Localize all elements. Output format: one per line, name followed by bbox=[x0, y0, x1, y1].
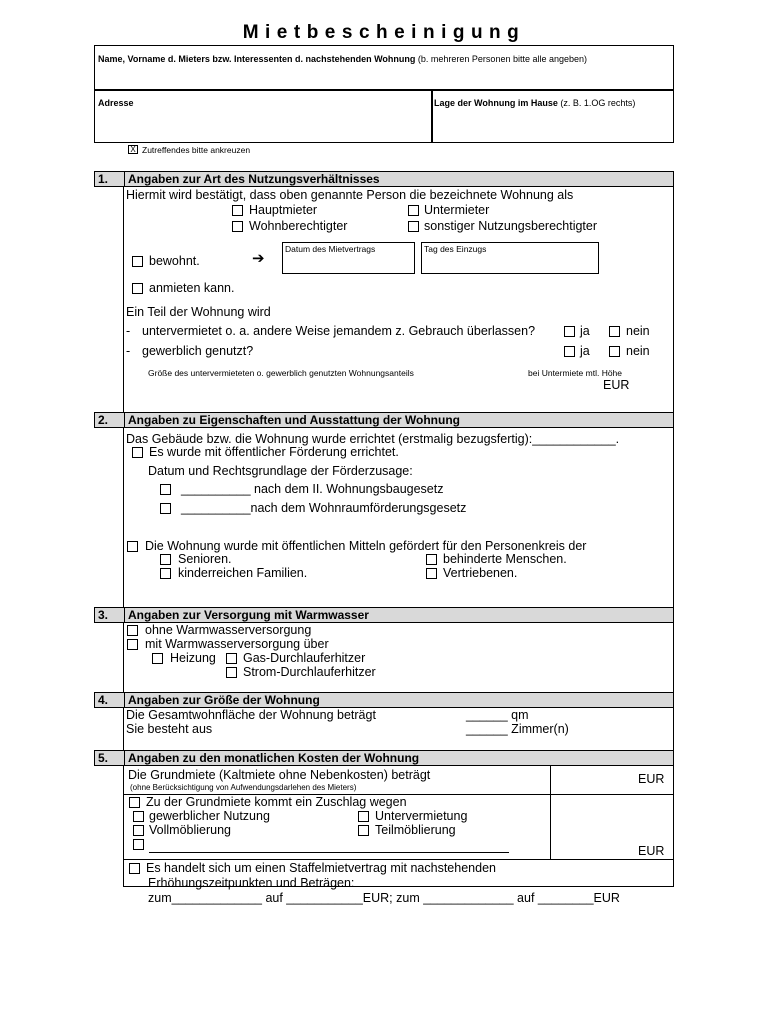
checkbox-kinderreich[interactable] bbox=[160, 568, 171, 579]
checkbox-mit-warmwasser[interactable] bbox=[127, 639, 138, 650]
section-5-left-rule bbox=[123, 765, 124, 886]
s2-errichtet: Das Gebäude bzw. die Wohnung wurde errichtet (erstmalig bezugsfertig):____________. bbox=[126, 432, 620, 446]
checkbox-q2-ja[interactable] bbox=[564, 346, 575, 357]
checkbox-untermieter[interactable] bbox=[408, 205, 419, 216]
section-5-header: 5. Angaben zu den monatlichen Kosten der Wohnung bbox=[94, 750, 674, 766]
checkbox-sonstiger-zuschlag[interactable] bbox=[133, 839, 144, 850]
dash: - bbox=[126, 324, 131, 338]
s2-datum-rg: Datum und Rechtsgrundlage der Förderzusage: bbox=[148, 464, 413, 478]
s1-question-1: untervermietet o. a. andere Weise jemandem z. Gebrauch überlassen? bbox=[142, 324, 536, 338]
s4-flaeche: Die Gesamtwohnfläche der Wohnung beträgt bbox=[126, 708, 376, 722]
section-3-left-rule bbox=[123, 622, 124, 692]
label-vertriebene: Vertriebenen. bbox=[443, 566, 518, 580]
s4-zimmer: ______ Zimmer(n) bbox=[466, 722, 569, 736]
label-senioren: Senioren. bbox=[178, 552, 232, 566]
s1-groesse-label: Größe des untervermieteten o. gewerblich genutzten Wohnungsanteils bbox=[148, 368, 414, 378]
label-strom: Strom-Durchlauferhitzer bbox=[243, 665, 376, 679]
s2-line-wofg: __________nach dem Wohnraumförderungsgesetz bbox=[181, 501, 467, 515]
label-behinderte: behinderte Menschen. bbox=[443, 552, 567, 566]
section-3-header: 3. Angaben zur Versorgung mit Warmwasser bbox=[94, 607, 674, 623]
checkbox-hauptmieter[interactable] bbox=[232, 205, 243, 216]
label-zuschlag: Zu der Grundmiete kommt ein Zuschlag wegen bbox=[146, 795, 407, 809]
address-label: Adresse bbox=[98, 98, 134, 108]
section-5-row-rule bbox=[123, 859, 674, 860]
label-heizung: Heizung bbox=[170, 651, 216, 665]
section-5-right-rule bbox=[673, 765, 674, 886]
checkbox-zuschlag[interactable] bbox=[129, 797, 140, 808]
s4-besteht: Sie besteht aus bbox=[126, 722, 213, 736]
section-4-header: 4. Angaben zur Größe der Wohnung bbox=[94, 692, 674, 708]
header-vertical-divider bbox=[431, 89, 433, 142]
checkbox-heizung[interactable] bbox=[152, 653, 163, 664]
s5-zum-line: zum_____________ auf ___________EUR; zum _____________ auf ________EUR bbox=[148, 891, 620, 905]
location-label: Lage der Wohnung im Hause (z. B. 1.OG rechts) bbox=[434, 98, 636, 108]
section-2-left-rule bbox=[123, 427, 124, 607]
section-2-header: 2. Angaben zu Eigenschaften und Ausstattung der Wohnung bbox=[94, 412, 674, 428]
s1-hoehe-label: bei Untermiete mtl. Höhe bbox=[528, 368, 623, 378]
checkbox-bewohnt[interactable] bbox=[132, 256, 143, 267]
label-anmieten: anmieten kann. bbox=[149, 281, 235, 295]
section-4-left-rule bbox=[123, 707, 124, 750]
check-hint-text: Zutreffendes bitte ankreuzen bbox=[142, 145, 251, 155]
dash: - bbox=[126, 344, 131, 358]
label-kinderreich: kinderreichen Familien. bbox=[178, 566, 308, 580]
label-mit-warmwasser: mit Warmwasserversorgung über bbox=[145, 637, 329, 651]
eur-label: EUR bbox=[638, 844, 665, 858]
checkbox-wohnberechtigter[interactable] bbox=[232, 221, 243, 232]
label-untermieter: Untermieter bbox=[424, 203, 490, 217]
checkbox-anmieten[interactable] bbox=[132, 283, 143, 294]
label-ja: ja bbox=[580, 324, 590, 338]
label-ohne-warmwasser: ohne Warmwasserversorgung bbox=[145, 623, 312, 637]
checkbox-q1-ja[interactable] bbox=[564, 326, 575, 337]
s5-erhoehung: Erhöhungszeitpunkten und Beträgen: bbox=[148, 876, 355, 890]
checkbox-vertriebene[interactable] bbox=[426, 568, 437, 579]
s1-intro: Hiermit wird bestätigt, dass oben genannte Person die bezeichnete Wohnung als bbox=[126, 188, 574, 202]
label-mittel: Die Wohnung wurde mit öffentlichen Mitteln gefördert für den Personenkreis der bbox=[145, 539, 587, 553]
s1-question-2: gewerblich genutzt? bbox=[142, 344, 254, 358]
label-bewohnt: bewohnt. bbox=[149, 254, 200, 268]
label-nein: nein bbox=[626, 324, 650, 338]
label-gas: Gas-Durchlauferhitzer bbox=[243, 651, 366, 665]
s2-line-wobaug: __________ nach dem II. Wohnungsbaugesetz bbox=[181, 482, 444, 496]
sonstiger-zuschlag-line[interactable] bbox=[149, 852, 509, 853]
label-teil: Teilmöblierung bbox=[375, 823, 456, 837]
checkbox-gewerblich[interactable] bbox=[133, 811, 144, 822]
checkbox-q2-nein[interactable] bbox=[609, 346, 620, 357]
s5-grundmiete-note: (ohne Berücksichtigung von Aufwendungsdarlehen des Mieters) bbox=[130, 783, 357, 792]
s1-teil: Ein Teil der Wohnung wird bbox=[126, 305, 271, 319]
s4-qm: ______ qm bbox=[466, 708, 529, 722]
checkbox-senioren[interactable] bbox=[160, 554, 171, 565]
checkbox-behinderte[interactable] bbox=[426, 554, 437, 565]
checkbox-sonstiger[interactable] bbox=[408, 221, 419, 232]
section-1-right-rule bbox=[673, 186, 674, 412]
header-divider bbox=[95, 89, 673, 91]
checkbox-foerderung[interactable] bbox=[132, 447, 143, 458]
checkbox-strom[interactable] bbox=[226, 667, 237, 678]
label-voll: Vollmöblierung bbox=[149, 823, 231, 837]
checkbox-mittel[interactable] bbox=[127, 541, 138, 552]
label-foerderung: Es wurde mit öffentlicher Förderung errichtet. bbox=[149, 445, 399, 459]
checkbox-teil[interactable] bbox=[358, 825, 369, 836]
label-untervermietung: Untervermietung bbox=[375, 809, 468, 823]
eur-label: EUR bbox=[603, 378, 630, 392]
label-wohnberechtigter: Wohnberechtigter bbox=[249, 219, 348, 233]
label-nein: nein bbox=[626, 344, 650, 358]
section-4-right-rule bbox=[673, 707, 674, 750]
datum-mietvertrag-label: Datum des Mietvertrags bbox=[285, 244, 376, 254]
section-1-left-rule bbox=[123, 186, 124, 412]
checkbox-wobaug[interactable] bbox=[160, 484, 171, 495]
label-gewerblich: gewerblicher Nutzung bbox=[149, 809, 270, 823]
checkbox-gas[interactable] bbox=[226, 653, 237, 664]
checkbox-untervermietung[interactable] bbox=[358, 811, 369, 822]
check-hint-icon: X bbox=[128, 145, 138, 154]
checkbox-ohne-warmwasser[interactable] bbox=[127, 625, 138, 636]
label-ja: ja bbox=[580, 344, 590, 358]
label-sonstiger: sonstiger Nutzungsberechtigter bbox=[424, 219, 598, 233]
label-hauptmieter: Hauptmieter bbox=[249, 203, 318, 217]
label-staffel: Es handelt sich um einen Staffelmietvertrag mit nachstehenden bbox=[146, 861, 496, 875]
checkbox-staffel[interactable] bbox=[129, 863, 140, 874]
checkbox-q1-nein[interactable] bbox=[609, 326, 620, 337]
arrow-icon: ➔ bbox=[252, 249, 265, 267]
section-5-amount-rule bbox=[550, 765, 551, 859]
section-3-right-rule bbox=[673, 622, 674, 692]
checkbox-voll[interactable] bbox=[133, 825, 144, 836]
tag-einzug-label: Tag des Einzugs bbox=[424, 244, 487, 254]
eur-label: EUR bbox=[638, 772, 665, 786]
name-label: Name, Vorname d. Mieters bzw. Interessenten d. nachstehenden Wohnung (b. mehreren Personen bitte alle angeben) bbox=[98, 54, 588, 64]
checkbox-wofg[interactable] bbox=[160, 503, 171, 514]
s5-grundmiete: Die Grundmiete (Kaltmiete ohne Nebenkosten) beträgt bbox=[128, 768, 431, 782]
section-1-header: 1. Angaben zur Art des Nutzungsverhältnisses bbox=[94, 171, 674, 187]
section-2-right-rule bbox=[673, 427, 674, 607]
page-title: Mietbescheinigung bbox=[242, 22, 526, 43]
